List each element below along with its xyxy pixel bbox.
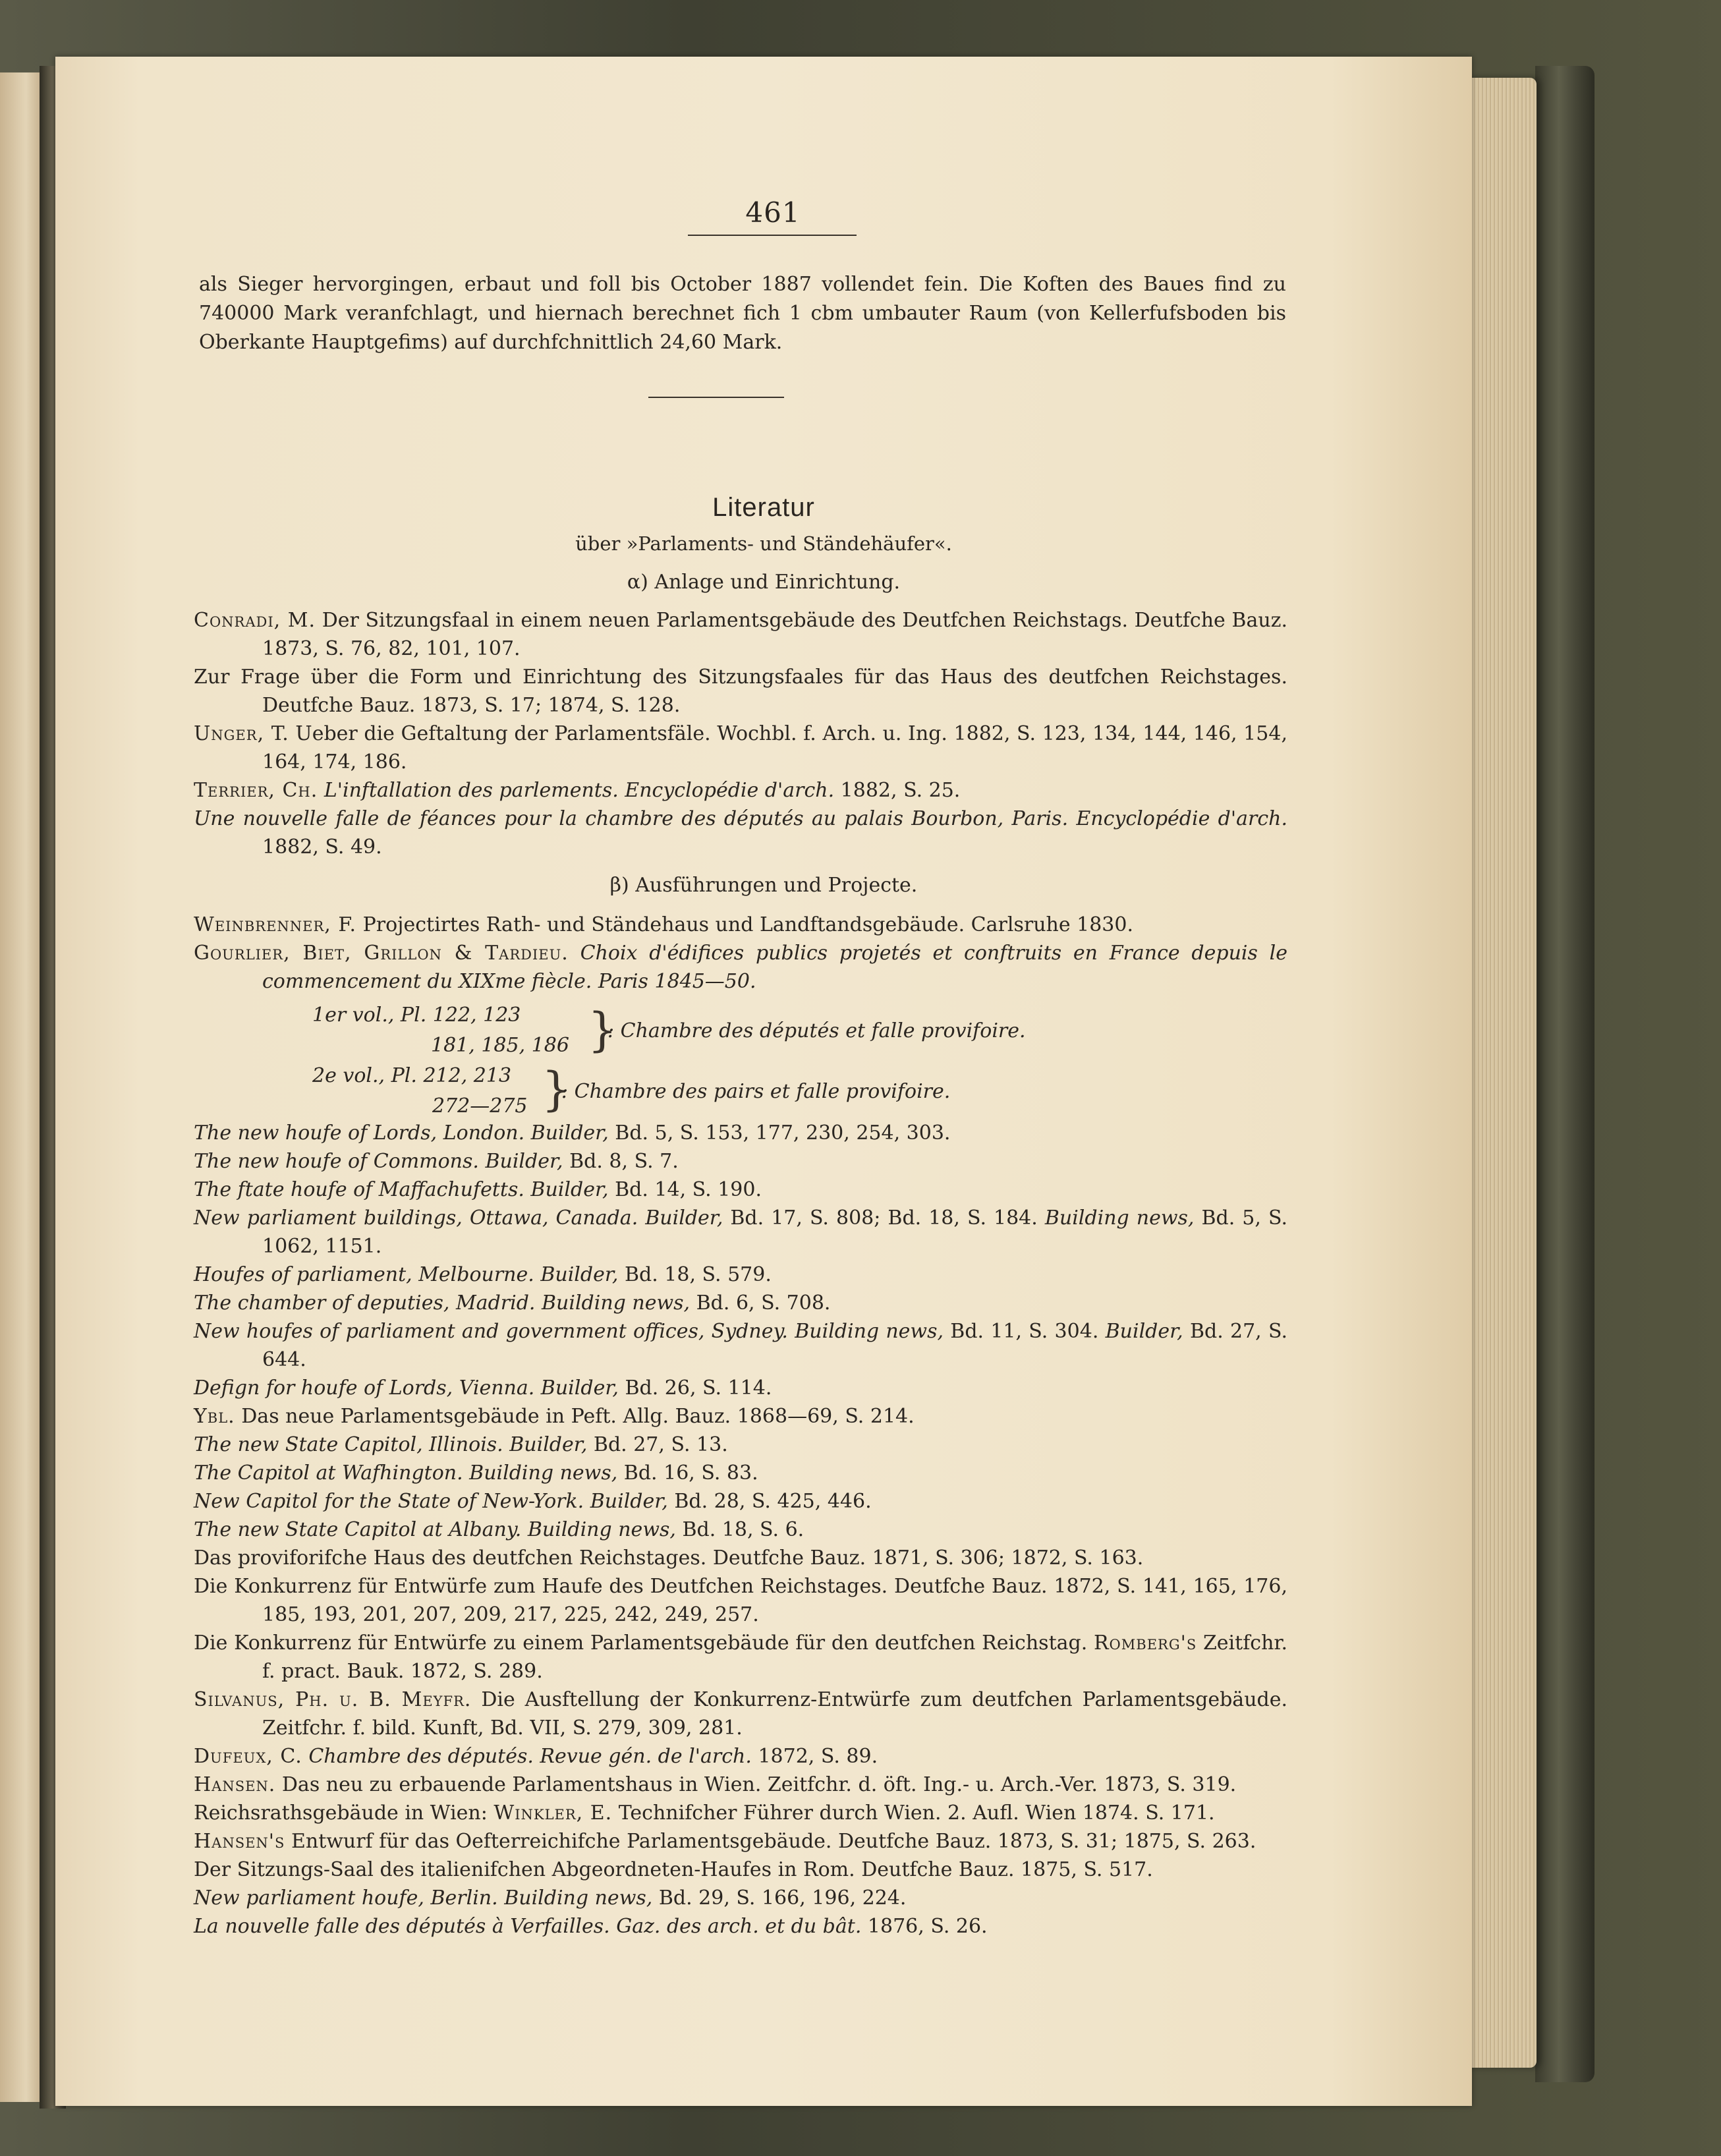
entry-text: Bd. 6, S. 708. [690,1291,831,1315]
entry-title: Defign for houfe of Lords, Vienna. Builder, [194,1376,619,1400]
bibliography-entry [194,1119,1287,1147]
volume-2-description: : Chambre des pairs et falle provifoire. [561,1080,951,1103]
bibliography-entry [194,1402,1287,1431]
bibliography-entry [194,1827,1287,1856]
entry-text: Bd. 11, S. 304. [944,1320,1106,1343]
bibliography-entry [194,911,1287,939]
bibliography-entry [194,606,1287,663]
volume-2-brace: } [542,1062,571,1116]
page-number-rule [688,235,857,236]
entry-text: Bd. 18, S. 6. [675,1518,804,1541]
entry-author: Dufeux, C. [194,1745,302,1768]
bibliography-entry [194,1799,1287,1827]
bibliography-entry [194,1459,1287,1487]
entry-text-secondary: Bd. 27, S. 644. [262,1320,1287,1371]
entry-text: Bd. 14, S. 190. [608,1178,762,1201]
bibliography-entry [194,1204,1287,1261]
section-subtitle: über »Parlaments- und Ständehäufer«. [575,532,952,555]
entry-text-secondary: Zeitfchr. f. pract. Bauk. 1872, S. 289. [262,1631,1287,1683]
bibliography-entry [194,1176,1287,1204]
entry-text: Projectirtes Rath- und Ständehaus und Landftandsgebäude. Carlsruhe 1830. [356,913,1134,936]
intro-paragraph: als Sieger hervorgingen, erbaut und foll bis October 1887 vollendet fein. Die Koften des Baues find zu 740000 Mark veranfchlagt, und hiernach berechnet fich 1 cbm umbauter Raum (von Kellerfufsboden bis Oberkante Hauptgefims) auf durchfchnittlich 24,60 Mark. [199,273,1286,354]
entry-text: Der Sitzungs-Saal des italienifchen Abgeordneten-Haufes in Rom. Deutfche Bauz. 1875, S. 517. [194,1858,1153,1881]
bibliography-entry [194,1147,1287,1176]
bibliography-entry [194,720,1287,776]
bibliography-entry [194,776,1287,805]
entry-text: Bd. 17, S. 808; Bd. 18, S. 184. [723,1206,1045,1230]
entry-source: Building news, [1044,1206,1195,1230]
entry-text: Das neu zu erbauende Parlamentshaus in Wien. Zeitfchr. d. öft. Ing.- u. Arch.-Ver. 1873, S. 319. [275,1773,1237,1796]
volume-2-line-2: 272—275 [432,1094,528,1118]
subsection-b-heading: β) Ausführungen und Projecte. [609,874,918,897]
entry-text: Die Konkurrenz für Entwürfe zu einem Parlamentsgebäude für den deutfchen Reichstag. [194,1631,1094,1655]
bibliography-list-a [194,606,1287,861]
entry-text: 1876, S. 26. [861,1915,988,1938]
entry-author: Hansen's [194,1830,285,1853]
entry-title: Choix d'édifices publics projetés et conftruits en France depuis le commencement du XIXme fiècle. Paris 1845—50. [262,942,1287,993]
bibliography-entry [194,939,1287,996]
bibliography-entry [194,1912,1287,1941]
entry-author: Hansen. [194,1773,276,1796]
entry-text: Die Konkurrenz für Entwürfe zum Haufe des Deutfchen Reichstages. Deutfche Bauz. 1872, S. 141, 165, 176, 185, 193, 201, 207, 209, 217, 225, 242, 249, 257. [194,1575,1287,1626]
bibliography-entry [194,1771,1287,1799]
entry-title: The Capitol at Wafhington. Building news, [194,1461,618,1485]
bibliography-entry [194,663,1287,720]
entry-title: Chambre des députés. Revue gén. de l'arch. [302,1745,752,1768]
entry-author: Gourlier, Biet, Grillon & Tardieu. [194,942,569,965]
entry-text: Bd. 27, S. 13. [587,1433,728,1456]
entry-title: The new State Capitol at Albany. Building news, [194,1518,676,1541]
bibliography-entry [194,1544,1287,1572]
entry-text: Die Ausftellung der Konkurrenz-Entwürfe zum deutfchen Parlamentsgebäude. Zeitfchr. f. bild. Kunft, Bd. VII, S. 279, 309, 281. [262,1688,1288,1740]
entry-text: Bd. 29, S. 166, 196, 224. [652,1886,907,1910]
bibliography-entry [194,1686,1287,1742]
page-stack-edge [1464,78,1537,2068]
bibliography-entry [194,1261,1287,1289]
book-page [55,57,1472,2106]
entry-author-secondary: Winkler, E. [494,1801,613,1825]
entry-title: L'inftallation des parlements. Encyclopédie d'arch. [318,779,835,802]
volume-1-line-1: 1er vol., Pl. 122, 123 [312,1004,521,1027]
bibliography-entry [194,1431,1287,1459]
entry-title: The new houfe of Lords, London. Builder, [194,1121,609,1145]
entry-title: New parliament houfe, Berlin. Building news, [194,1886,653,1910]
volume-1-description: : Chambre des députés et falle provifoire. [607,1019,1026,1042]
entry-text: 1882, S. 25. [834,779,961,802]
entry-author: Weinbrenner, F. [194,913,357,936]
bibliography-entry [194,1572,1287,1629]
entry-title: The chamber of deputies, Madrid. Building news, [194,1291,691,1315]
entry-title: La nouvelle falle des députés à Verfailles. Gaz. des arch. et du bât. [194,1915,862,1938]
entry-text: Der Sitzungsfaal in einem neuen Parlamentsgebäude des Deutfchen Reichstags. Deutfche Bauz. 1873, S. 76, 82, 101, 107. [262,609,1288,660]
entry-author: Unger, T. [194,722,289,745]
entry-title: New houfes of parliament and government offices, Sydney. Building news, [194,1320,944,1343]
entry-text-secondary: Technifcher Führer durch Wien. 2. Aufl. Wien 1874. S. 171. [612,1801,1215,1825]
entry-text: Reichsrathsgebäude in Wien: [194,1801,494,1825]
entry-title: Houfes of parliament, Melbourne. Builder, [194,1263,619,1286]
section-separator [648,397,784,398]
entry-title: New parliament buildings, Ottawa, Canada. Builder, [194,1206,723,1230]
entry-text: Bd. 18, S. 579. [618,1263,772,1286]
book-cover-edge [1535,66,1594,2082]
entry-title: The new State Capitol, Illinois. Builder, [194,1433,588,1456]
entry-source: Builder, [1105,1320,1183,1343]
entry-author: Ybl. [194,1405,235,1428]
entry-text: Bd. 8, S. 7. [563,1150,679,1173]
entry-text-secondary: Bd. 5, S. 1062, 1151. [262,1206,1287,1258]
bibliography-entry [194,1629,1287,1686]
entry-text: 1882, S. 49. [262,836,382,859]
entry-text: Bd. 28, S. 425, 446. [667,1490,872,1513]
volume-2-line-1: 2e vol., Pl. 212, 213 [312,1064,512,1087]
volume-1-brace: } [588,1003,617,1057]
entry-title: The ftate houfe of Maffachufetts. Builder, [194,1178,609,1201]
bibliography-list-b-top [194,911,1287,996]
entry-text: Das neue Parlamentsgebäude in Peft. Allg. Bauz. 1868—69, S. 214. [235,1405,915,1428]
entry-title: Une nouvelle falle de féances pour la chambre des députés au palais Bourbon, Paris. Encyclopédie d'arch. [194,807,1287,830]
bibliography-entry [194,1317,1287,1374]
bibliography-entry [194,805,1287,861]
page-content [55,57,1472,2106]
section-title: Literatur [712,493,815,522]
bibliography-entry [194,1742,1287,1771]
entry-text: Das proviforifche Haus des deutfchen Reichstages. Deutfche Bauz. 1871, S. 306; 1872, S. 163. [194,1546,1144,1570]
bibliography-entry [194,1884,1287,1912]
entry-text: Bd. 16, S. 83. [617,1461,758,1485]
bibliography-list-b [194,1119,1287,1941]
subsection-a-heading: α) Anlage und Einrichtung. [627,571,901,594]
bibliography-entry [194,1374,1287,1402]
entry-title: New Capitol for the State of New-York. Builder, [194,1490,668,1513]
entry-text: Bd. 26, S. 114. [618,1376,772,1400]
volume-1-line-2: 181, 185, 186 [431,1034,569,1057]
bibliography-entry [194,1516,1287,1544]
entry-author: Terrier, Ch. [194,779,318,802]
bibliography-entry [194,1487,1287,1516]
entry-author: Conradi, M. [194,609,316,632]
entry-text: Entwurf für das Oefterreichifche Parlamentsgebäude. Deutfche Bauz. 1873, S. 31; 1875, S. 263. [285,1830,1256,1853]
entry-text: Bd. 5, S. 153, 177, 230, 254, 303. [608,1121,951,1145]
page-number: 461 [745,196,801,229]
entry-title: The new houfe of Commons. Builder, [194,1150,563,1173]
bibliography-entry [194,1856,1287,1884]
entry-text: Ueber die Geftaltung der Parlamentsfäle. Wochbl. f. Arch. u. Ing. 1882, S. 123, 134, 144, 146, 154, 164, 174, 186. [262,722,1287,774]
bibliography-entry [194,1289,1287,1317]
entry-text: Zur Frage über die Form und Einrichtung des Sitzungsfaales für das Haus des deutfchen Reichstages. Deutfche Bauz. 1873, S. 17; 1874, S. 128. [194,666,1287,717]
entry-text: 1872, S. 89. [751,1745,878,1768]
entry-author-secondary: Romberg's [1093,1631,1197,1655]
entry-author: Silvanus, Ph. u. B. Meyfr. [194,1688,472,1711]
